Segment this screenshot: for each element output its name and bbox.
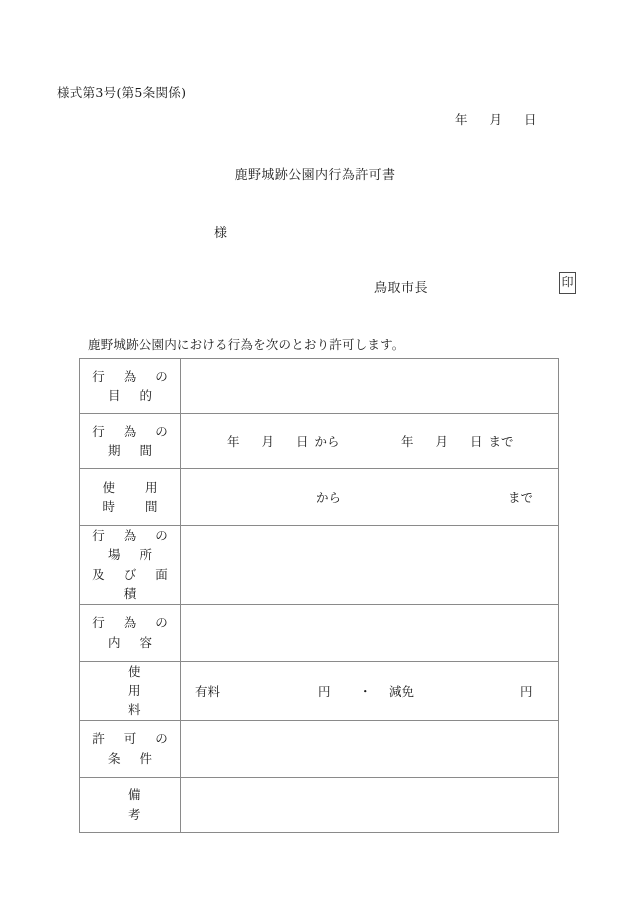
row-label-place-area: 行 為 の 場 所 及 び 面 積 <box>80 526 181 605</box>
usage-time-from-label: から <box>316 490 342 505</box>
fee-reduced-label: 減免 <box>389 683 415 699</box>
row-value-period[interactable] <box>181 414 559 469</box>
period-end-month: 月 <box>435 434 449 449</box>
row-value-usage-time[interactable] <box>181 469 559 526</box>
table-row <box>80 661 559 720</box>
row-value-conditions[interactable] <box>181 720 559 777</box>
period-end-year: 年 <box>401 434 414 449</box>
table-row <box>80 359 559 414</box>
row-value-fee[interactable] <box>181 661 559 720</box>
fee-paid-label: 有料 <box>195 683 221 699</box>
table-row <box>80 526 559 605</box>
addressee-honorific: 様 <box>214 226 228 241</box>
date-day-label: 日 <box>524 112 537 127</box>
issuer-name: 鳥取市長 <box>374 281 429 296</box>
fee-yen-unit-paid: 円 <box>318 683 331 699</box>
form-number: 様式第3号(第5条関係) <box>57 85 187 100</box>
period-end-group <box>401 432 514 450</box>
period-start-month: 月 <box>261 434 275 449</box>
row-value-content[interactable] <box>181 604 559 661</box>
fee-separator: ・ <box>359 683 372 699</box>
date-line <box>455 110 537 128</box>
period-to-label: まで <box>488 434 514 449</box>
table-row <box>80 720 559 777</box>
row-label-conditions: 許 可 の 条 件 <box>80 720 181 777</box>
date-month-label: 月 <box>489 112 503 127</box>
seal-stamp-box: 印 <box>559 272 576 294</box>
row-label-usage-time: 使 用 時 間 <box>80 469 181 526</box>
permit-detail-table <box>79 358 559 833</box>
row-label-fee: 使 用 料 <box>80 661 181 720</box>
row-label-remarks: 備 考 <box>80 777 181 832</box>
row-value-place-area[interactable] <box>181 526 559 605</box>
lead-sentence: 鹿野城跡公園内における行為を次のとおり許可します。 <box>88 337 405 352</box>
period-start-year: 年 <box>227 434 240 449</box>
period-from-label: から <box>314 434 340 449</box>
period-start-day: 日 <box>296 434 309 449</box>
row-value-remarks[interactable] <box>181 777 559 832</box>
document-title: 鹿野城跡公園内行為許可書 <box>234 168 396 183</box>
fee-yen-unit-reduced: 円 <box>520 683 533 699</box>
row-label-content: 行 為 の 内 容 <box>80 604 181 661</box>
period-end-day: 日 <box>470 434 483 449</box>
usage-time-to-label: まで <box>508 490 534 505</box>
table-row <box>80 414 559 469</box>
row-label-purpose: 行 為 の 目 的 <box>80 359 181 414</box>
date-year-label: 年 <box>455 112 468 127</box>
table-row <box>80 604 559 661</box>
period-start-group <box>227 432 340 450</box>
table-row <box>80 469 559 526</box>
table-row <box>80 777 559 832</box>
row-label-period: 行 為 の 期 間 <box>80 414 181 469</box>
row-value-purpose[interactable] <box>181 359 559 414</box>
